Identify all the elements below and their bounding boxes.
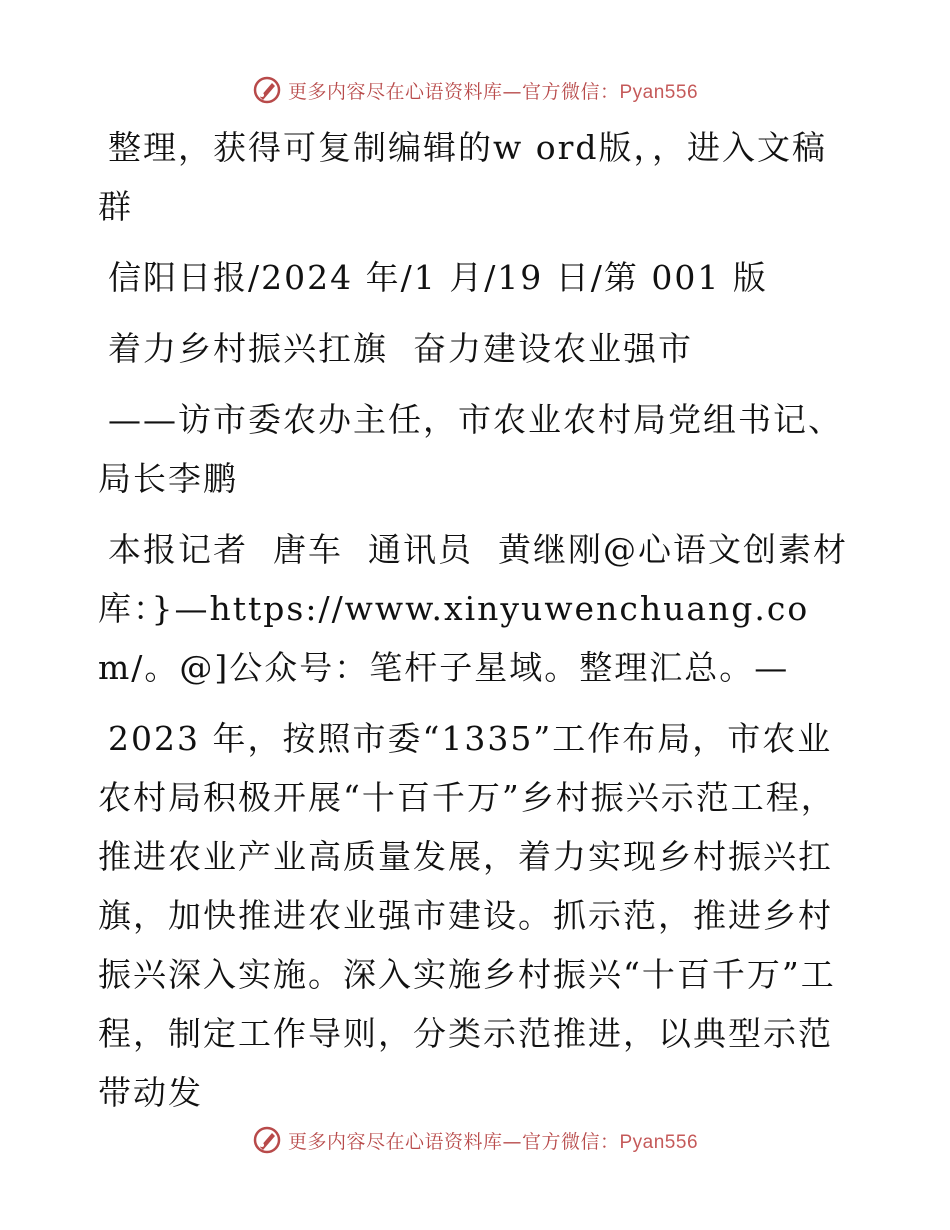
publication-line: 信阳日报/2024 年/1 月/19 日/第 001 版 (108, 258, 768, 297)
pen-logo-icon (252, 75, 282, 105)
intro-note: 整理，获得可复制编辑的w ord版，，进入文稿群 (98, 128, 828, 226)
article-title: 着力乡村振兴扛旗 奋力建设农业强市 (108, 329, 693, 368)
body-paragraph: 2023 年，按照市委“1335”工作布局，市农业农村局积极开展“十百千万”乡村振兴示范工程，推进农业产业高质量发展，着力实现乡村振兴扛旗，加快推进农业强市建设。抓示范，推进乡村振兴深入实施。深入实施乡村振兴“十百千万”工程，制定工作导则，分类示范推进，以典型示范带动发 (98, 719, 836, 1112)
pen-logo-icon (252, 1125, 282, 1155)
byline: 本报记者 唐车 通讯员 黄继刚@心语文创素材库：}—https://www.xinyuwenchuang.com/。@]公众号：笔杆子星域。整理汇总。— (98, 530, 848, 687)
watermark-header (0, 70, 950, 110)
watermark-text: 更多内容尽在心语资料库—官方微信：Pyan556 (287, 80, 699, 103)
article-subtitle: ——访市委农办主任，市农业农村局党组书记、局长李鹏 (98, 400, 843, 498)
document-body (98, 118, 858, 1134)
watermark-text: 更多内容尽在心语资料库—官方微信：Pyan556 (287, 1130, 699, 1153)
watermark-footer (0, 1120, 950, 1160)
